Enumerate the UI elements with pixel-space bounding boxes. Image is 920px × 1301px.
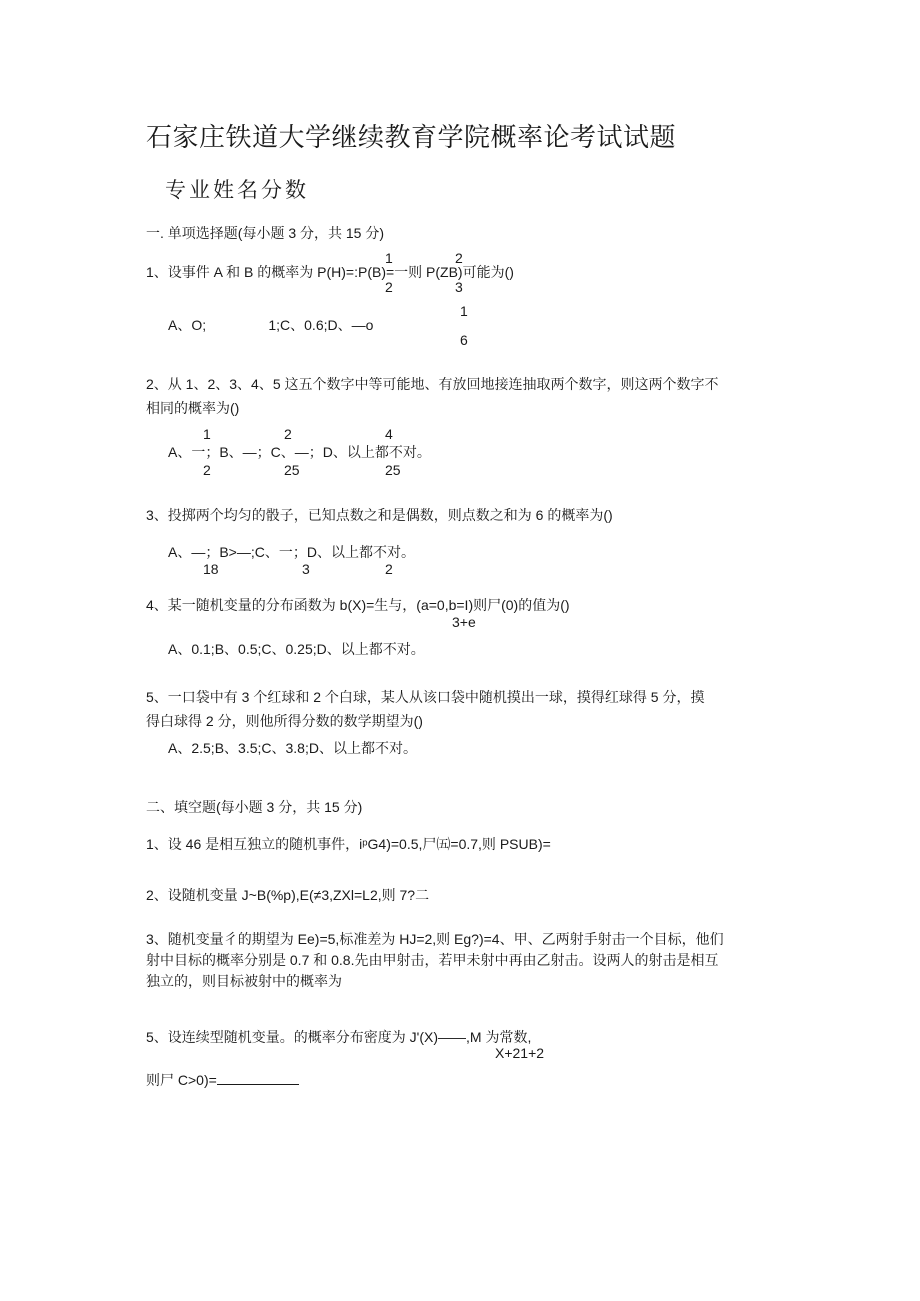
- q4-options: A、0.1;B、0.5;C、0.25;D、以上都不对。: [168, 641, 425, 657]
- fill-q3-line1: 3、随机变量彳的期望为 Ee)=5,标准差为 HJ=2,则 Eg?)=4、甲、乙两射手射击一个目标，他们: [146, 931, 724, 947]
- q2-numerator-d: 4: [385, 426, 393, 442]
- q2-denominator-d: 25: [385, 462, 401, 478]
- q2-numerator-c: 2: [284, 426, 292, 442]
- q4-denominator: 3+e: [452, 614, 476, 630]
- q3-denominator-b: 3: [302, 561, 310, 577]
- fill-q2: 2、设随机变量 J~B(%p),E(≠3,ZXl=L2,则 7?二: [146, 887, 430, 903]
- q5-line1: 5、一口袋中有 3 个红球和 2 个白球，某人从该口袋中随机摸出一球，摸得红球得 5 分，摸: [146, 689, 705, 705]
- q2-denominator-c: 25: [284, 462, 300, 478]
- q3-options: A、—；B>—;C、一；D、以上都不对。: [168, 544, 415, 560]
- fill-q3-line2: 射中目标的概率分别是 0.7 和 0.8.先由甲射击，若甲未射中再由乙射击。设两人的射击是相互: [146, 952, 719, 968]
- exam-title: 石家庄铁道大学继续教育学院概率论考试试题: [146, 123, 677, 153]
- section2-heading: 二、填空题(每小题 3 分，共 15 分): [146, 799, 363, 815]
- q1-denominator-2: 3: [455, 279, 463, 295]
- q5-options: A、2.5;B、3.5;C、3.8;D、以上都不对。: [168, 740, 417, 756]
- q1-numerator-1: 1: [385, 250, 393, 266]
- answer-blank: [217, 1071, 299, 1085]
- fill-q5-tail-label: 则尸 C>0)=: [146, 1072, 217, 1088]
- q1-option-numerator: 1: [460, 303, 468, 319]
- q1-options: A、O; 1;C、0.6;D、—o: [168, 317, 374, 333]
- fill-q5-text: 5、设连续型随机变量。的概率分布密度为 J'(X)——,M 为常数,: [146, 1029, 532, 1045]
- q1-option-denominator: 6: [460, 332, 468, 348]
- q2-line1: 2、从 1、2、3、4、5 这五个数字中等可能地、有放回地接连抽取两个数字，则这两个数字不: [146, 376, 719, 392]
- section1-heading: 一. 单项选择题(每小题 3 分，共 15 分): [146, 225, 385, 241]
- fill-q1: 1、设 46 是相互独立的随机事件，iᵖG4)=0.5,尸㈤=0.7,则 PSUB)=: [146, 836, 551, 852]
- q2-options: A、一；B、—；C、—；D、以上都不对。: [168, 444, 431, 460]
- q2-line2: 相同的概率为(): [146, 400, 240, 416]
- q3-text: 3、投掷两个均匀的骰子，已知点数之和是偶数，则点数之和为 6 的概率为(): [146, 507, 613, 523]
- fill-q3-line3: 独立的，则目标被射中的概率为: [146, 973, 342, 989]
- header-fields: 专业姓名分数: [165, 178, 309, 202]
- q1-numerator-2: 2: [455, 250, 463, 266]
- q1-denominator-1: 2: [385, 279, 393, 295]
- q2-denominator-a: 2: [203, 462, 211, 478]
- q3-denominator-c: 2: [385, 561, 393, 577]
- q2-numerator-a: 1: [203, 426, 211, 442]
- fill-q5-tail: [146, 1071, 299, 1087]
- q1-text: 1、设事件 A 和 B 的概率为 P(H)=:P(B)=一则 P(ZB)可能为(): [146, 264, 514, 280]
- q4-text: 4、某一随机变量的分布函数为 b(X)=生与，(a=0,b=I)则尸(0)的值为(): [146, 597, 570, 613]
- q5-line2: 得白球得 2 分，则他所得分数的数学期望为(): [146, 713, 423, 729]
- q3-denominator-a: 18: [203, 561, 219, 577]
- fill-q5-denominator: X+21+2: [495, 1045, 545, 1061]
